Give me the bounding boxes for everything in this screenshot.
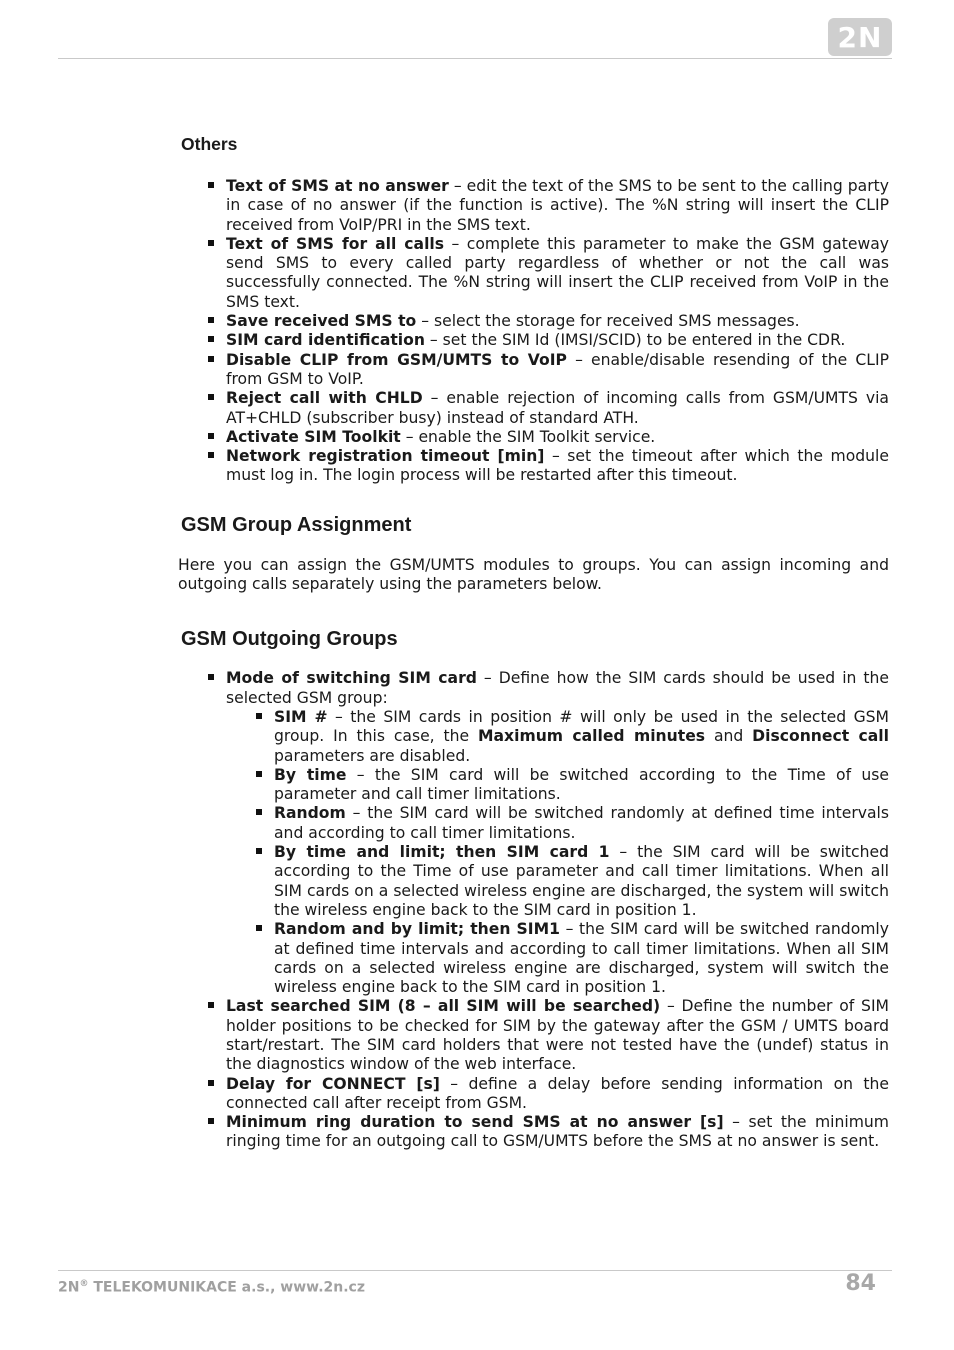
item-term: Last searched SIM (8 – all SIM will be searched) (226, 997, 661, 1016)
list-item (226, 177, 889, 235)
item-term: Mode of switching SIM card (226, 669, 477, 688)
item-desc: – the SIM card will be switched according to the Time of use parameter and call timer limitations. (274, 765, 889, 804)
item-term: SIM card identification (226, 331, 425, 350)
list-item (226, 312, 889, 331)
page-content (178, 134, 889, 1152)
item-term: Random and by limit; then SIM1 (274, 920, 560, 939)
item-desc: – the SIM card will be switched according to the Time of use parameter and call timer limitations. When all SIM cards on a selected wireless engine are discharged, the system will switch the wireless engine back to the SIM card in position 1. (274, 843, 889, 919)
list-item (226, 235, 889, 312)
list-item (226, 428, 889, 447)
item-desc: – enable the SIM Toolkit service. (400, 427, 656, 446)
header-divider (58, 58, 892, 59)
item-desc: – Define the number of SIM holder positions to be checked for SIM by the gateway after the GSM / UMTS board start/restart. The SIM card holders that were not tested have the (undef) status in the diagnostics window of the web interface. (226, 997, 890, 1074)
list-item (226, 447, 889, 486)
item-desc: – select the storage for received SMS messages. (416, 312, 800, 331)
item-term: Minimum ring duration to send SMS at no answer [s] (226, 1113, 724, 1132)
outgoing-list (178, 669, 889, 1151)
item-term: Reject call with CHLD (226, 389, 423, 408)
item-desc: – set the minimum ringing time for an outgoing call to GSM/UMTS before the SMS at no answer is sent. (226, 1113, 889, 1151)
item-term: By time (274, 765, 347, 784)
sub-list-item (274, 804, 889, 843)
footer-company-rest: TELEKOMUNIKACE a.s., www.2n.cz (88, 1279, 365, 1296)
list-item (226, 351, 889, 390)
item-term: Activate SIM Toolkit (226, 427, 401, 446)
sub-list-item (274, 766, 889, 805)
item-desc: – define a delay before sending information on the connected call after receipt from GSM. (226, 1074, 889, 1112)
footer-divider (58, 1270, 892, 1271)
list-item (226, 997, 889, 1074)
others-list (178, 177, 889, 486)
list-item (226, 669, 889, 997)
item-term: Random (274, 804, 346, 823)
list-item (226, 1075, 889, 1114)
item-term: Text of SMS at no answer (226, 177, 449, 195)
list-item (226, 1113, 889, 1152)
list-item (226, 331, 889, 350)
footer-company-prefix: 2N (58, 1279, 80, 1296)
footer-company (58, 1279, 365, 1296)
item-desc: – the SIM cards in position # will only be used in the selected GSM group. In this case, the (274, 707, 890, 746)
others-heading: Others (181, 134, 238, 154)
mode-sub-list (226, 708, 889, 997)
item-desc: – Define how the SIM cards should be used in the selected GSM group: (226, 669, 889, 707)
item-term: Network registration timeout [min] (226, 447, 545, 466)
list-item (226, 389, 889, 428)
item-desc: parameters are disabled. (274, 746, 471, 765)
item-term: Text of SMS for all calls (226, 234, 445, 253)
item-desc: and (705, 727, 753, 746)
outgoing-groups-heading: GSM Outgoing Groups (181, 628, 398, 651)
item-bold: Maximum called minutes (478, 727, 706, 746)
brand-logo (828, 18, 892, 56)
item-term: Save received SMS to (226, 312, 417, 331)
item-term: By time and limit; then SIM card 1 (274, 843, 610, 862)
item-desc: – the SIM card will be switched randomly at defined time intervals and according to call timer limitations. When all SIM cards on a selected wireless engine are discharged, system will switch the wireless engine back to the SIM card in position 1. (274, 920, 889, 997)
page-number: 84 (845, 1271, 876, 1296)
item-bold: Disconnect call (752, 727, 889, 746)
item-desc: – edit the text of the SMS to be sent to the calling party in case of no answer (if the function is active). The %N string will insert the CLIP received from VoIP/PRI in the SMS text. (226, 177, 889, 234)
registered-mark: ® (79, 1279, 89, 1289)
group-assignment-heading: GSM Group Assignment (181, 513, 412, 536)
item-term: Delay for CONNECT [s] (226, 1074, 440, 1093)
item-term: Disable CLIP from GSM/UMTS to VoIP (226, 350, 567, 369)
item-desc: – enable rejection of incoming calls from GSM/UMTS via AT+CHLD (subscriber busy) instead of standard ATH. (226, 389, 889, 427)
group-assignment-text: Here you can assign the GSM/UMTS modules to groups. You can assign incoming and outgoing calls separately using the parameters below. (178, 555, 889, 594)
sub-list-item (274, 920, 889, 997)
item-desc: – the SIM card will be switched randomly at defined time intervals and according to call timer limitations. (274, 804, 889, 842)
sub-list-item (274, 708, 889, 766)
logo-text: 2N (837, 21, 883, 54)
item-term: SIM # (274, 707, 328, 726)
item-desc: – set the SIM Id (IMSI/SCID) to be entered in the CDR. (424, 331, 846, 350)
item-desc: – set the timeout after which the module must log in. The login process will be restarted after this timeout. (226, 447, 889, 485)
item-desc: – enable/disable resending of the CLIP from GSM to VoIP. (226, 350, 889, 388)
item-desc: – complete this parameter to make the GSM gateway send SMS to every called party regardless of whether or not the call was successfully connected. The %N string will insert the CLIP received from VoIP in the SMS text. (226, 234, 889, 311)
sub-list-item (274, 843, 889, 920)
